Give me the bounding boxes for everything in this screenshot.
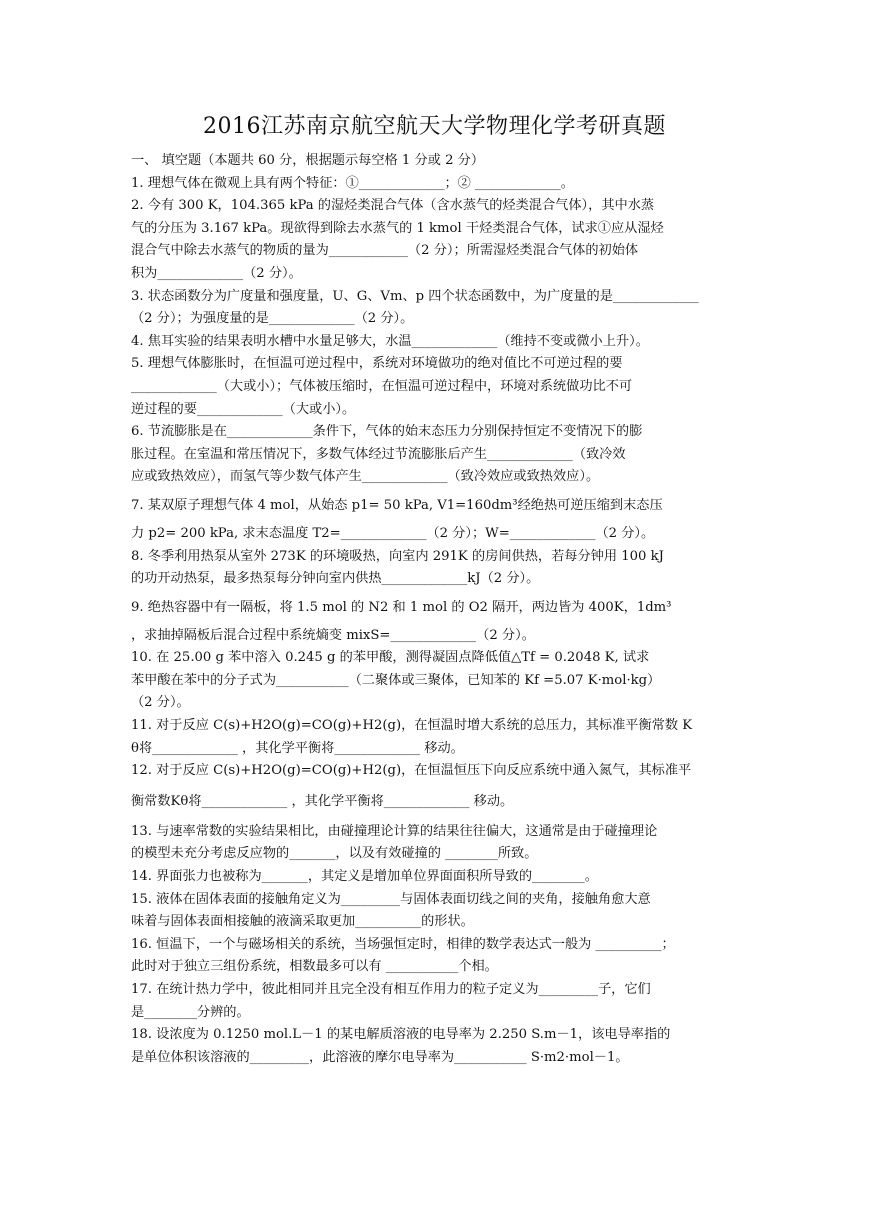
question-9-line-2: ，求抽掉隔板后混合过程中系统熵变 mixS=_____________（2 分）。: [131, 627, 535, 643]
question-3-line-1: 3. 状态函数分为广度量和强度量，U、G、Vm、p 四个状态函数中，为广度量的是_____________: [131, 288, 699, 304]
question-7-line-2: 力 p2= 200 kPa, 求末态温度 T2=_____________（2 分）；W=_____________（2 分）。: [131, 525, 655, 541]
question-16-line-2: 此时对于独立三组份系统，相数最多可以有 ___________个相。: [131, 959, 498, 975]
question-15-line-2: 味着与固体表面相接触的液滴采取更加__________的形状。: [131, 914, 474, 930]
question-2-line-4: 积为_____________（2 分）。: [131, 265, 302, 281]
question-12-line-2: 衡常数Kθ将_____________ ，其化学平衡将_____________ 移动。: [131, 793, 514, 809]
question-5-line-1: 5. 理想气体膨胀时，在恒温可逆过程中，系统对环境做功的绝对值比不可逆过程的要: [131, 356, 623, 372]
question-17-line-2: 是________分辨的。: [131, 1004, 250, 1020]
question-6-line-1: 6. 节流膨胀是在_____________条件下，气体的始末态压力分别保持恒定不变情况下的膨: [131, 424, 643, 440]
question-10-line-1: 10. 在 25.00 g 苯中溶入 0.245 g 的苯甲酸，测得凝固点降低值△Tf = 0.2048 K, 试求: [131, 650, 650, 666]
question-5-line-2: _____________（大或小）；气体被压缩时，在恒温可逆过程中，环境对系统做功比不可: [131, 378, 633, 394]
question-13-line-1: 13. 与速率常数的实验结果相比，由碰撞理论计算的结果往往偏大，这通常是由于碰撞理论: [131, 823, 658, 839]
question-7-line-1: 7. 某双原子理想气体 4 mol，从始态 p1= 50 kPa, V1=160dm³经绝热可逆压缩到末态压: [131, 497, 663, 513]
question-10-line-3: （2 分）。: [131, 695, 190, 711]
question-18-line-1: 18. 设浓度为 0.1250 mol.L－1 的某电解质溶液的电导率为 2.250 S.m－1，该电导率指的: [131, 1027, 671, 1043]
question-13-line-2: 的模型未充分考虑反应物的_______，以及有效碰撞的 ________所致。: [131, 846, 538, 862]
question-12-line-1: 12. 对于反应 C(s)+H2O(g)=CO(g)+H2(g)，在恒温恒压下向反应系统中通入氮气，其标准平: [131, 763, 692, 779]
question-18-line-2: 是单位体积该溶液的_________，此溶液的摩尔电导率为___________ S·m2·mol－1。: [131, 1049, 629, 1065]
question-2-line-2: 气的分压为 3.167 kPa。现欲得到除去水蒸气的 1 kmol 干烃类混合气体，试求①应从湿烃: [131, 220, 664, 236]
question-17-line-1: 17. 在统计热力学中，彼此相同并且完全没有相互作用力的粒子定义为_________子，它们: [131, 982, 651, 997]
question-section: [131, 150, 737, 1069]
question-3-line-2: （2 分）；为强度量的是_____________（2 分）。: [131, 311, 414, 327]
question-16-line-1: 16. 恒温下，一个与磁场相关的系统，当场强恒定时，相律的数学表达式一般为 __________；: [131, 936, 675, 952]
question-2-line-1: 2. 今有 300 K，104.365 kPa 的湿烃类混合气体（含水蒸气的烃类混合气体），其中水蒸: [131, 198, 655, 214]
question-2-line-3: 混合气中除去水蒸气的物质的量为____________（2 分）；所需湿烃类混合气体的初始体: [131, 243, 639, 259]
question-11-line-2: θ将_____________ ，其化学平衡将_____________ 移动。: [131, 740, 464, 756]
question-8-line-1: 8. 冬季利用热泵从室外 273K 的环境吸热，向室内 291K 的房间供热，若每分钟用 100 kJ: [131, 548, 664, 564]
question-6-line-2: 胀过程。在室温和常压情况下，多数气体经过节流膨胀后产生_____________（致冷效: [131, 446, 626, 462]
question-5-line-3: 逆过程的要_____________（大或小）。: [131, 401, 356, 417]
page-title: 2016江苏南京航空航天大学物理化学考研真题: [203, 114, 666, 139]
question-15-line-1: 15. 液体在固体表面的接触角定义为_________与固体表面切线之间的夹角，接触角愈大意: [131, 891, 651, 907]
question-4: 4. 焦耳实验的结果表明水槽中水量足够大，水温_____________（维持不变或微小上升）。: [131, 333, 649, 349]
question-10-line-2: 苯甲酸在苯中的分子式为___________（二聚体或三聚体，已知苯的 Kf =5.07 K·mol·kg）: [131, 672, 661, 688]
section-heading: 一、 填空题（本题共 60 分，根据题示每空格 1 分或 2 分）: [131, 153, 485, 168]
question-9-line-1: 9. 绝热容器中有一隔板，将 1.5 mol 的 N2 和 1 mol 的 O2 隔开，两边皆为 400K，1dm³: [131, 599, 672, 615]
question-14: 14. 界面张力也被称为_______，其定义是增加单位界面面积所导致的________。: [131, 869, 598, 885]
question-1: 1. 理想气体在微观上具有两个特征：①_____________；② _____________。: [131, 175, 574, 191]
question-6-line-3: 应或致热效应），而氢气等少数气体产生_____________（致冷效应或致热效应）。: [131, 469, 600, 485]
question-8-line-2: 的功开动热泵，最多热泵每分钟向室内供热_____________kJ（2 分）。: [131, 571, 540, 587]
question-11-line-1: 11. 对于反应 C(s)+H2O(g)=CO(g)+H2(g)，在恒温时增大系统的总压力，其标准平衡常数 K: [131, 718, 693, 734]
